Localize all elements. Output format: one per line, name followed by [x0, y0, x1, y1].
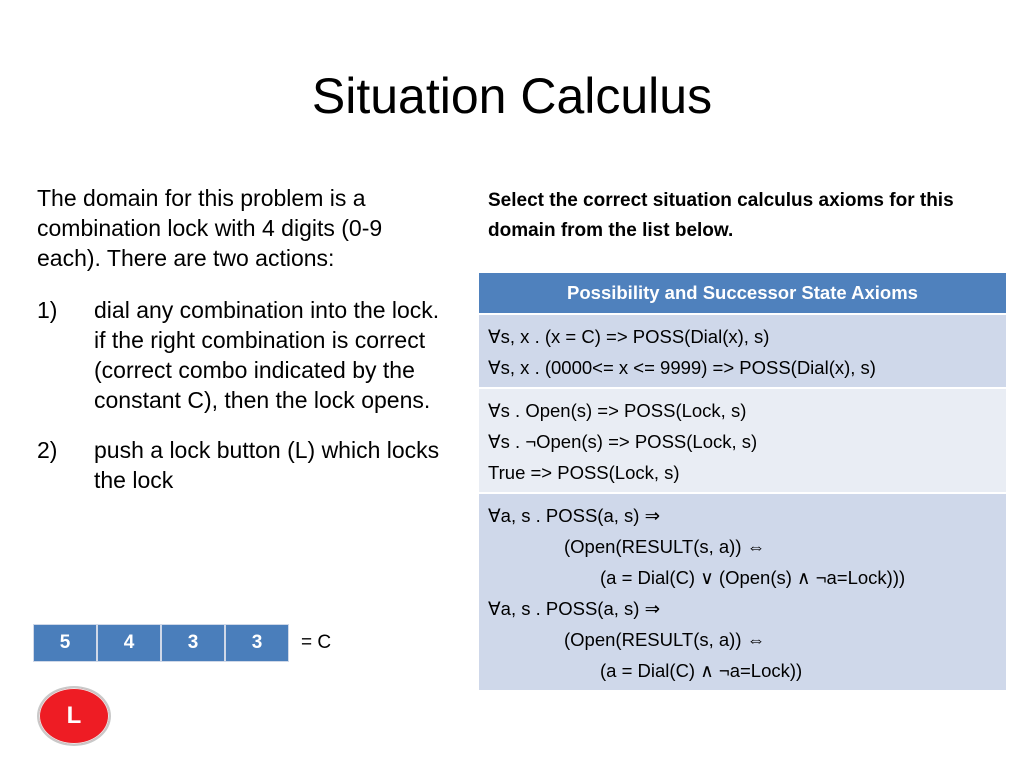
table-header: Possibility and Successor State Axioms — [479, 273, 1006, 315]
axiom-line: ∀a, s . POSS(a, s) ⇒ — [488, 598, 661, 619]
instruction-text: Select the correct situation calculus axioms for this domain from the list below. — [488, 190, 954, 241]
axiom-line: ∀s . Open(s) => POSS(Lock, s) — [488, 400, 747, 421]
list-text: push a lock button (L) which locks the lock — [94, 437, 440, 493]
axiom-line: ∀s . ¬Open(s) => POSS(Lock, s) — [488, 431, 758, 452]
list-item — [37, 295, 447, 415]
axiom-line: (a = Dial(C) ∧ ¬a=Lock)) — [600, 660, 803, 681]
axiom-option[interactable] — [479, 494, 1006, 692]
combo-digit[interactable]: 4 — [97, 624, 161, 662]
combination-display — [33, 624, 331, 662]
combo-digit[interactable]: 3 — [161, 624, 225, 662]
combo-label: = C — [301, 632, 332, 653]
slide-title: Situation Calculus — [311, 68, 713, 124]
axiom-line: ∀a, s . POSS(a, s) ⇒ — [488, 505, 661, 526]
list-item — [37, 435, 447, 495]
list-number: 2) — [37, 437, 58, 463]
list-number: 1) — [37, 297, 58, 323]
axiom-option[interactable] — [479, 315, 1006, 389]
axioms-table — [479, 273, 1006, 692]
list-text: dial any combination into the lock. if the right combination is correct (correct combo indicated by the constant C), then the lock opens. — [94, 297, 440, 413]
combo-digit[interactable]: 3 — [225, 624, 289, 662]
lock-button[interactable]: L — [37, 686, 111, 746]
axiom-line: ∀s, x . (x = C) => POSS(Dial(x), s) — [488, 326, 770, 347]
axiom-line: True => POSS(Lock, s) — [488, 462, 680, 483]
problem-description — [37, 183, 447, 515]
axiom-line: (Open(RESULT(s, a)) ⇔ — [564, 629, 766, 650]
axiom-line: ∀s, x . (0000<= x <= 9999) => POSS(Dial(x), s) — [488, 357, 876, 378]
combo-digit[interactable]: 5 — [33, 624, 97, 662]
intro-text: The domain for this problem is a combination lock with 4 digits (0-9 each). There are two actions: — [37, 185, 383, 271]
axiom-line: (Open(RESULT(s, a)) ⇔ — [564, 536, 766, 557]
axiom-option[interactable] — [479, 389, 1006, 494]
axiom-line: (a = Dial(C) ∨ (Open(s) ∧ ¬a=Lock))) — [600, 567, 906, 588]
